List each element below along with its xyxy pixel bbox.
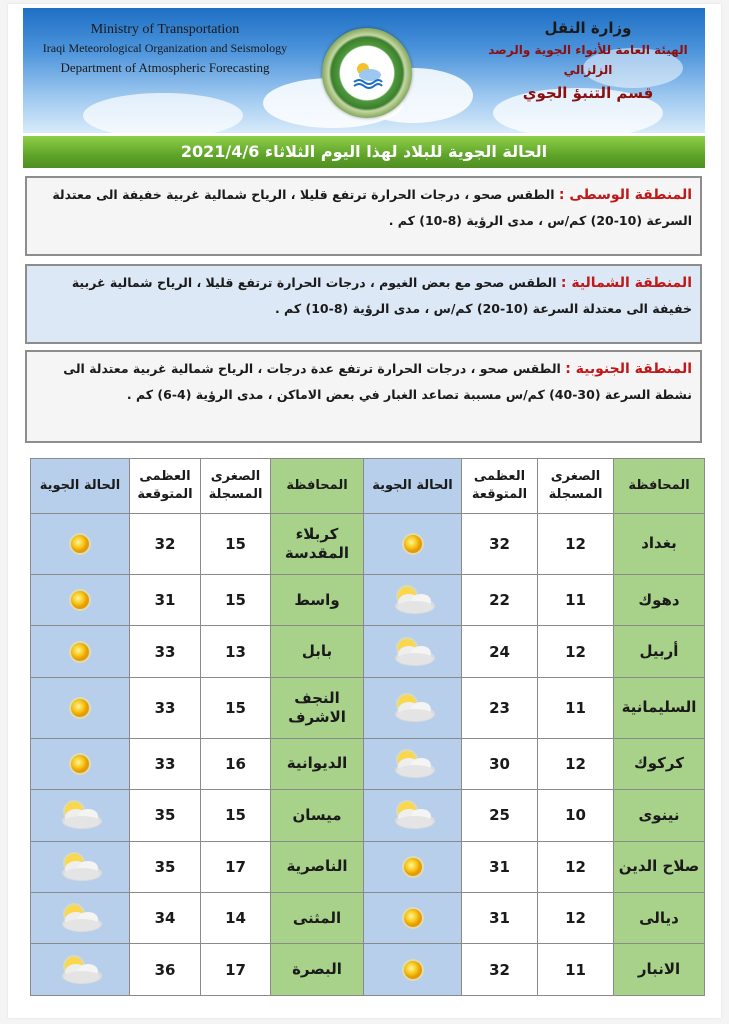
weather-state-cell xyxy=(31,514,130,575)
header-max: العظمى المتوقعة xyxy=(462,459,538,514)
region-label: المنطقة الوسطى : xyxy=(558,187,692,203)
max-temp-cell: 25 xyxy=(462,790,538,841)
region-central xyxy=(25,176,702,256)
min-temp-cell: 12 xyxy=(538,738,614,789)
weather-state-cell xyxy=(364,893,462,944)
province-cell: النجف الاشرف xyxy=(271,677,364,738)
partly-cloudy-icon xyxy=(387,636,439,668)
province-cell: ميسان xyxy=(271,790,364,841)
partly-cloudy-icon xyxy=(54,902,106,934)
region-forecast: الطقس صحو مع بعض الغيوم ، درجات الحرارة ترتفع قليلا ، الرياح شمالية غربية خفيفة الى معتدلة السرعة (10-20) كم/س ، مدى الرؤية (8-10) كم . xyxy=(71,275,692,316)
province-cell: البصرة xyxy=(271,944,364,996)
max-temp-cell: 33 xyxy=(130,626,201,677)
forecast-table xyxy=(30,458,705,996)
weather-state-cell xyxy=(31,893,130,944)
province-cell: كربلاء المقدسة xyxy=(271,514,364,575)
province-cell: نينوى xyxy=(614,790,705,841)
header-state: الحالة الجوية xyxy=(364,459,462,514)
partly-cloudy-icon xyxy=(54,851,106,883)
partly-cloudy-icon xyxy=(387,799,439,831)
region-north xyxy=(25,264,702,344)
weather-state-cell xyxy=(364,738,462,789)
organization-name-en: Iraqi Meteorological Organization and Seismology xyxy=(42,41,288,55)
min-temp-cell: 12 xyxy=(538,841,614,892)
max-temp-cell: 32 xyxy=(462,514,538,575)
weather-state-cell xyxy=(31,944,130,996)
province-cell: كركوك xyxy=(614,738,705,789)
min-temp-cell: 15 xyxy=(201,677,271,738)
province-cell: واسط xyxy=(271,574,364,625)
max-temp-cell: 24 xyxy=(462,626,538,677)
min-temp-cell: 11 xyxy=(538,574,614,625)
max-temp-cell: 31 xyxy=(462,893,538,944)
max-temp-cell: 30 xyxy=(462,738,538,789)
sun-icon xyxy=(400,905,426,931)
arabic-header xyxy=(483,16,693,106)
english-header xyxy=(35,20,295,77)
max-temp-cell: 35 xyxy=(130,841,201,892)
province-cell: الانبار xyxy=(614,944,705,996)
weather-state-cell xyxy=(364,944,462,996)
region-label: المنطقة الشمالية : xyxy=(560,275,692,291)
table-row xyxy=(31,677,705,738)
partly-cloudy-icon xyxy=(54,799,106,831)
province-cell: بغداد xyxy=(614,514,705,575)
table-row xyxy=(31,514,705,575)
min-temp-cell: 11 xyxy=(538,677,614,738)
header-province: المحافظة xyxy=(271,459,364,514)
max-temp-cell: 34 xyxy=(130,893,201,944)
province-cell: السليمانية xyxy=(614,677,705,738)
sun-icon xyxy=(67,751,93,777)
max-temp-cell: 36 xyxy=(130,944,201,996)
table-row xyxy=(31,944,705,996)
weather-state-cell xyxy=(31,738,130,789)
sun-icon xyxy=(400,957,426,983)
header-min: الصغرى المسجلة xyxy=(538,459,614,514)
partly-cloudy-icon xyxy=(54,954,106,986)
sun-icon xyxy=(67,695,93,721)
region-forecast: الطقس صحو ، درجات الحرارة ترتفع قليلا ، الرياح شمالية غربية خفيفة الى معتدلة السرعة (10-20) كم/س ، مدى الرؤية (8-10) كم . xyxy=(52,187,692,228)
organization-name-ar: الهيئة العامة للأنواء الجوية والرصد الزلزالي xyxy=(488,43,688,77)
max-temp-cell: 31 xyxy=(462,841,538,892)
min-temp-cell: 12 xyxy=(538,893,614,944)
department-name-en: Department of Atmospheric Forecasting xyxy=(60,60,270,75)
min-temp-cell: 15 xyxy=(201,790,271,841)
department-name-ar: قسم التنبؤ الجوي xyxy=(522,84,654,102)
weather-state-cell xyxy=(364,790,462,841)
max-temp-cell: 31 xyxy=(130,574,201,625)
table-row xyxy=(31,790,705,841)
weather-state-cell xyxy=(31,790,130,841)
weather-state-cell xyxy=(31,677,130,738)
header-min: الصغرى المسجلة xyxy=(201,459,271,514)
weather-state-cell xyxy=(31,841,130,892)
province-cell: صلاح الدين xyxy=(614,841,705,892)
province-cell: ديالى xyxy=(614,893,705,944)
sun-icon xyxy=(400,854,426,880)
weather-state-cell xyxy=(364,514,462,575)
region-forecast: الطقس صحو ، درجات الحرارة ترتفع عدة درجات ، الرياح شمالية غربية معتدلة الى نشطة السرعة (30-40) كم/س مسببة تصاعد الغبار في بعض الاماكن ، مدى الرؤية (4-6) كم . xyxy=(63,361,692,402)
partly-cloudy-icon xyxy=(387,748,439,780)
header-state: الحالة الجوية xyxy=(31,459,130,514)
sun-icon xyxy=(67,639,93,665)
min-temp-cell: 11 xyxy=(538,944,614,996)
sun-icon xyxy=(67,587,93,613)
weather-state-cell xyxy=(364,841,462,892)
sun-icon xyxy=(400,531,426,557)
province-cell: المثنى xyxy=(271,893,364,944)
max-temp-cell: 33 xyxy=(130,738,201,789)
min-temp-cell: 10 xyxy=(538,790,614,841)
min-temp-cell: 13 xyxy=(201,626,271,677)
min-temp-cell: 14 xyxy=(201,893,271,944)
weather-state-cell xyxy=(364,677,462,738)
min-temp-cell: 16 xyxy=(201,738,271,789)
table-row xyxy=(31,893,705,944)
weather-state-cell xyxy=(31,574,130,625)
province-cell: الناصرية xyxy=(271,841,364,892)
partly-cloudy-icon xyxy=(387,692,439,724)
max-temp-cell: 23 xyxy=(462,677,538,738)
max-temp-cell: 32 xyxy=(130,514,201,575)
min-temp-cell: 12 xyxy=(538,514,614,575)
province-cell: بابل xyxy=(271,626,364,677)
partly-cloudy-icon xyxy=(387,584,439,616)
weather-state-cell xyxy=(31,626,130,677)
table-row xyxy=(31,626,705,677)
min-temp-cell: 12 xyxy=(538,626,614,677)
header-max: العظمى المتوقعة xyxy=(130,459,201,514)
max-temp-cell: 22 xyxy=(462,574,538,625)
table-row xyxy=(31,841,705,892)
table-row xyxy=(31,574,705,625)
ministry-name-en: Ministry of Transportation xyxy=(90,22,240,37)
organization-logo xyxy=(322,28,412,118)
region-south xyxy=(25,350,702,443)
min-temp-cell: 17 xyxy=(201,944,271,996)
max-temp-cell: 32 xyxy=(462,944,538,996)
ministry-name-ar: وزارة النقل xyxy=(544,19,632,37)
min-temp-cell: 15 xyxy=(201,574,271,625)
region-label: المنطقة الجنوبية : xyxy=(565,361,692,377)
min-temp-cell: 17 xyxy=(201,841,271,892)
province-cell: الديوانية xyxy=(271,738,364,789)
header-province: المحافظة xyxy=(614,459,705,514)
min-temp-cell: 15 xyxy=(201,514,271,575)
weather-state-cell xyxy=(364,574,462,625)
province-cell: دهوك xyxy=(614,574,705,625)
page-title: الحالة الجوية للبلاد لهذا اليوم الثلاثاء 2021/4/6 xyxy=(23,136,705,168)
table-header-row xyxy=(31,459,705,514)
sun-icon xyxy=(67,531,93,557)
weather-state-cell xyxy=(364,626,462,677)
table-row xyxy=(31,738,705,789)
logo-emblem-icon xyxy=(350,56,384,90)
province-cell: أربيل xyxy=(614,626,705,677)
max-temp-cell: 35 xyxy=(130,790,201,841)
max-temp-cell: 33 xyxy=(130,677,201,738)
